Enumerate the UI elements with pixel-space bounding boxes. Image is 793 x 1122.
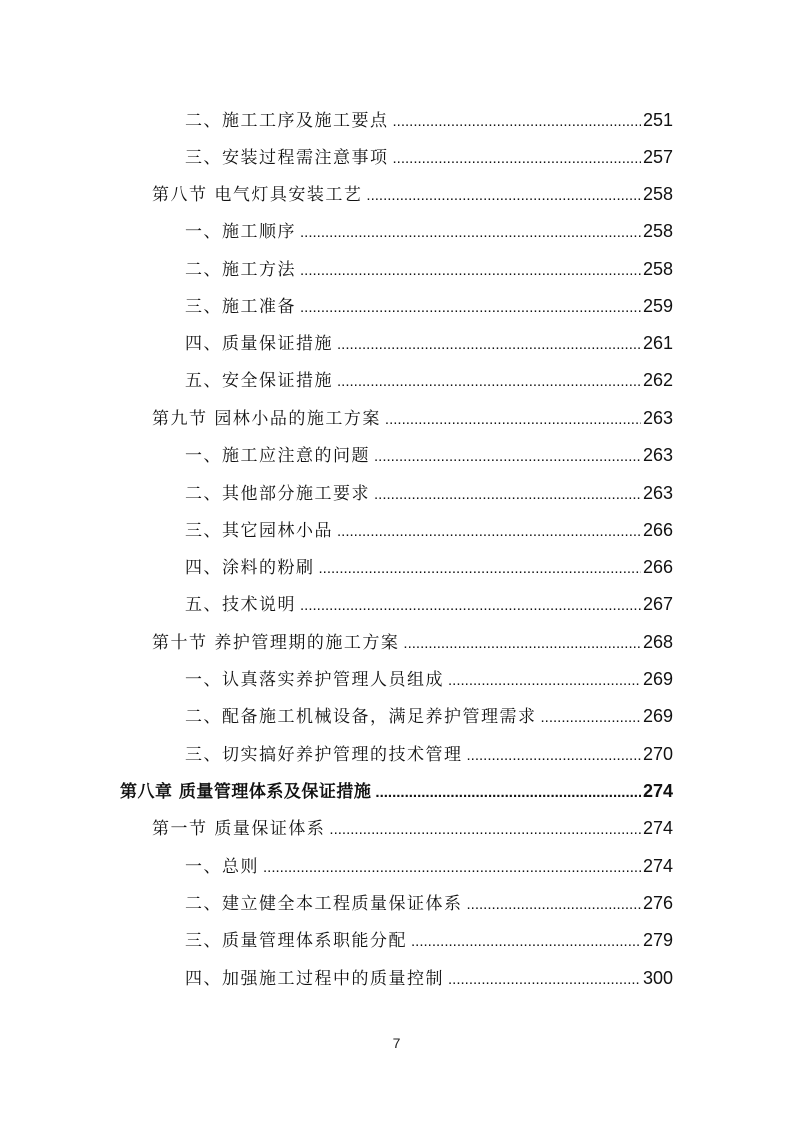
toc-entry[interactable]: [185, 890, 673, 916]
toc-entry-label: 四、涂料的粉刷: [185, 558, 315, 578]
toc-entry[interactable]: [152, 629, 673, 655]
toc-entry-label: 第十节 养护管理期的施工方案: [152, 633, 400, 653]
toc-entry[interactable]: [185, 367, 673, 393]
dot-leader: [385, 407, 641, 433]
toc-entry[interactable]: [185, 927, 673, 953]
toc-entry[interactable]: [185, 256, 673, 282]
toc-entry-label: 三、安装过程需注意事项: [185, 148, 389, 168]
toc-entry-page: 274: [642, 781, 673, 801]
toc-entry[interactable]: [185, 107, 673, 133]
dot-leader: [366, 183, 641, 209]
toc-entry[interactable]: [152, 815, 673, 841]
toc-entry-label: 第八章 质量管理体系及保证措施: [120, 782, 372, 802]
dot-leader: [448, 967, 641, 993]
toc-entry-page: 258: [642, 259, 673, 279]
dot-leader: [319, 556, 641, 582]
toc-entry[interactable]: [152, 181, 673, 207]
dot-leader: [467, 892, 641, 918]
toc-entry[interactable]: [152, 405, 673, 431]
toc-entry[interactable]: [185, 218, 673, 244]
toc-entry-label: 二、施工工序及施工要点: [185, 111, 389, 131]
dot-leader: [467, 743, 641, 769]
toc-entry-page: 267: [642, 594, 673, 614]
toc-entry-label: 四、加强施工过程中的质量控制: [185, 969, 444, 989]
toc-entry-label: 二、其他部分施工要求: [185, 484, 370, 504]
dot-leader: [393, 146, 641, 172]
toc-entry-label: 二、配备施工机械设备，满足养护管理需求: [185, 707, 537, 727]
dot-leader: [337, 519, 641, 545]
toc-entry-label: 二、施工方法: [185, 260, 296, 280]
toc-entry-chapter[interactable]: [120, 778, 673, 804]
toc-entry-page: 274: [642, 856, 673, 876]
page-number: 7: [392, 1035, 401, 1051]
toc-entry-page: 270: [642, 744, 673, 764]
dot-leader: [448, 668, 641, 694]
toc-entry-page: 266: [642, 520, 673, 540]
dot-leader: [375, 780, 641, 806]
toc-entry-label: 一、认真落实养护管理人员组成: [185, 670, 444, 690]
toc-entry-page: 263: [642, 408, 673, 428]
toc-entry-page: 258: [642, 184, 673, 204]
toc-entry-page: 269: [642, 706, 673, 726]
toc-entry-page: 279: [642, 930, 673, 950]
toc-entry[interactable]: [185, 442, 673, 468]
toc-entry[interactable]: [185, 480, 673, 506]
toc-entry-label: 三、质量管理体系职能分配: [185, 931, 407, 951]
toc-entry[interactable]: [185, 741, 673, 767]
dot-leader: [403, 631, 641, 657]
toc-entry[interactable]: [185, 965, 673, 991]
toc-entry[interactable]: [185, 554, 673, 580]
toc-entry-label: 三、其它园林小品: [185, 521, 333, 541]
toc-entry-label: 一、施工顺序: [185, 222, 296, 242]
toc-entry-page: 258: [642, 221, 673, 241]
toc-entry-label: 二、建立健全本工程质量保证体系: [185, 894, 463, 914]
dot-leader: [329, 817, 641, 843]
toc-entry-page: 251: [642, 110, 673, 130]
toc-entry[interactable]: [185, 144, 673, 170]
toc-entry-label: 一、施工应注意的问题: [185, 446, 370, 466]
toc-entry-page: 268: [642, 632, 673, 652]
toc-entry-page: 263: [642, 483, 673, 503]
dot-leader: [374, 444, 641, 470]
toc-entry-page: 300: [642, 968, 673, 988]
dot-leader: [300, 593, 641, 619]
dot-leader: [337, 332, 641, 358]
toc-entry-label: 四、质量保证措施: [185, 334, 333, 354]
toc-entry-label: 三、施工准备: [185, 297, 296, 317]
toc-entry[interactable]: [185, 666, 673, 692]
toc-entry-label: 第一节 质量保证体系: [152, 819, 326, 839]
dot-leader: [541, 705, 641, 731]
toc-entry-page: 262: [642, 370, 673, 390]
dot-leader: [300, 295, 641, 321]
toc-entry-label: 五、技术说明: [185, 595, 296, 615]
toc-entry-page: 269: [642, 669, 673, 689]
toc-entry[interactable]: [185, 703, 673, 729]
toc-entry[interactable]: [185, 591, 673, 617]
toc-entry[interactable]: [185, 293, 673, 319]
toc-entry-page: 266: [642, 557, 673, 577]
dot-leader: [337, 369, 641, 395]
toc-entry-label: 五、安全保证措施: [185, 371, 333, 391]
toc-entry-label: 三、切实搞好养护管理的技术管理: [185, 745, 463, 765]
toc-entry-page: 261: [642, 333, 673, 353]
toc-entry-label: 一、总则: [185, 857, 259, 877]
toc-entry[interactable]: [185, 853, 673, 879]
toc-entry-page: 276: [642, 893, 673, 913]
dot-leader: [263, 855, 641, 881]
toc-entry-label: 第八节 电气灯具安装工艺: [152, 185, 363, 205]
toc-entry[interactable]: [185, 330, 673, 356]
dot-leader: [411, 929, 641, 955]
toc-entry-page: 274: [642, 818, 673, 838]
toc-entry-page: 259: [642, 296, 673, 316]
toc-entry-page: 263: [642, 445, 673, 465]
toc-entry-label: 第九节 园林小品的施工方案: [152, 409, 381, 429]
toc-entry-page: 257: [642, 147, 673, 167]
dot-leader: [393, 109, 641, 135]
dot-leader: [300, 220, 641, 246]
toc-entry[interactable]: [185, 517, 673, 543]
dot-leader: [374, 482, 641, 508]
dot-leader: [300, 258, 641, 284]
